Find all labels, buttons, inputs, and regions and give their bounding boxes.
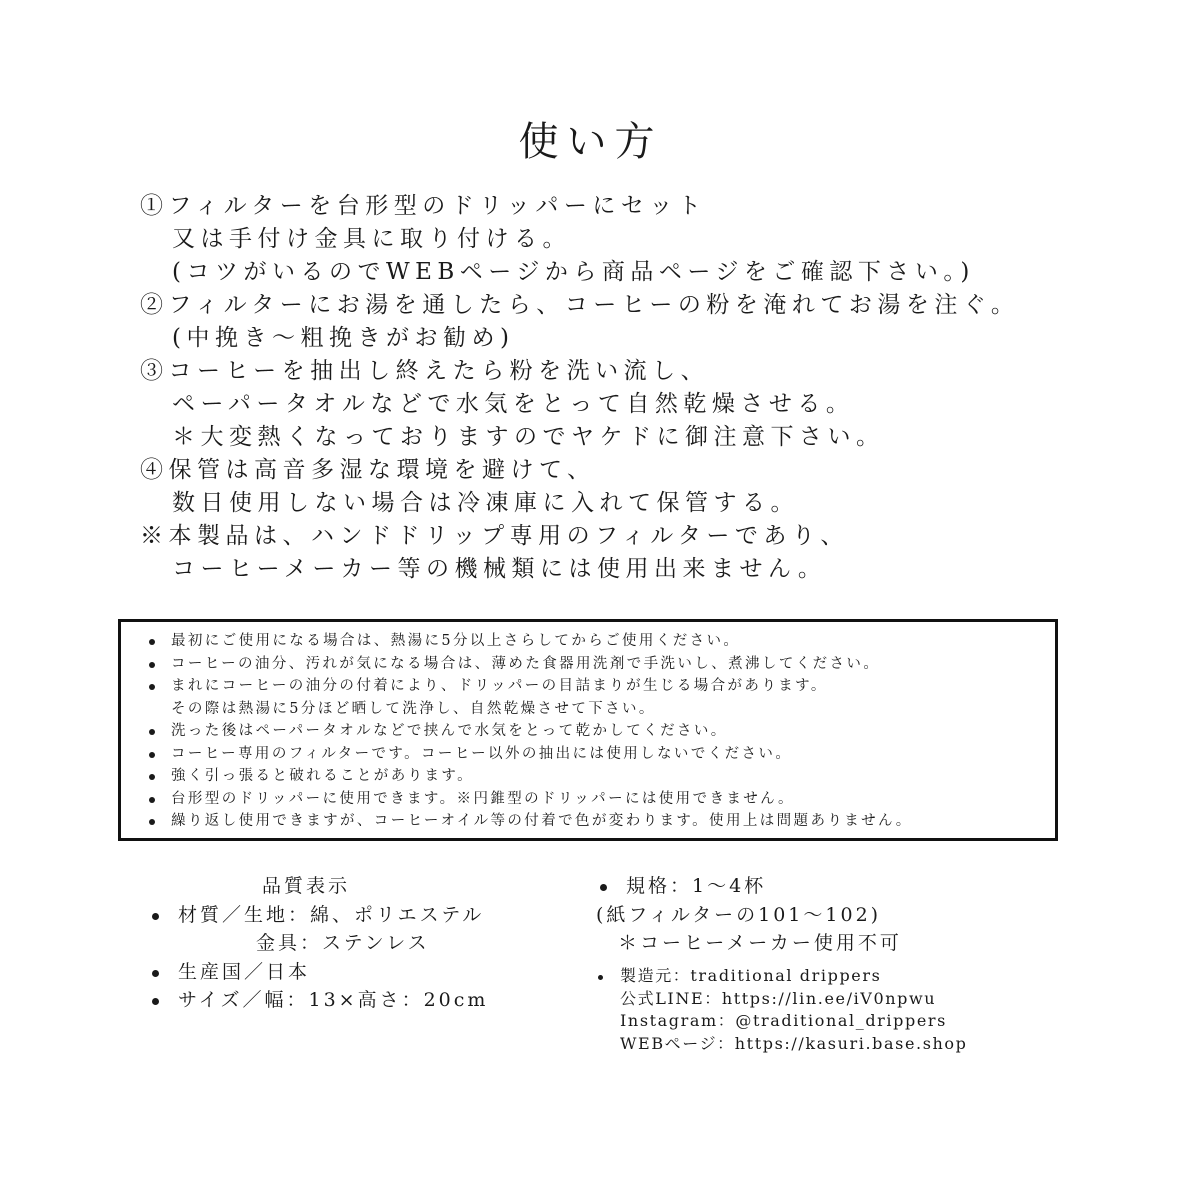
bullet-icon: [149, 684, 155, 690]
web-link[interactable]: WEBページ：https://kasuri.base.shop: [620, 1033, 968, 1053]
care-notes-box: [118, 619, 1058, 841]
bullet-icon: [149, 752, 155, 758]
usage-steps: [140, 190, 1140, 586]
line-link[interactable]: 公式LINE：https://lin.ee/iV0npwu: [620, 988, 937, 1008]
coffee-maker-note: ＊コーヒーメーカー使用不可: [618, 932, 902, 954]
maker-name: 製造元：traditional drippers: [596, 965, 1066, 988]
bullet-icon: [149, 774, 155, 780]
bullet-icon: [149, 729, 155, 735]
list-item-continuation: その際は熱湯に5分ほど晒して洗浄し、自然乾燥させて下さい。: [171, 700, 656, 717]
page-title: 使い方: [518, 119, 663, 165]
bullet-icon: [152, 998, 159, 1005]
bullet-icon: [149, 819, 155, 825]
origin-item: 生産国／日本: [148, 958, 588, 987]
list-item: 強く引っ張ると破れることがあります。: [147, 765, 1055, 788]
bullet-icon: [149, 662, 155, 668]
bullet-icon: [152, 970, 159, 977]
spec-section: [596, 872, 1066, 958]
list-item: 洗った後はペーパータオルなどで挟んで水気をとって乾かしてください。: [147, 720, 1055, 743]
maker-info-section: [596, 965, 1066, 1055]
list-item: 繰り返し使用できますが、コーヒーオイル等の付着で色が変わります。使用上は問題ありません。: [147, 810, 1055, 833]
list-item: まれにコーヒーの油分の付着により、ドリッパーの目詰まりが生じる場合があります。: [147, 675, 1055, 698]
bullet-icon: [600, 884, 607, 891]
list-item: 最初にご使用になる場合は、熱湯に5分以上さらしてからご使用ください。: [147, 630, 1055, 653]
step-4-line-1: ④保管は高音多湿な環境を避けて、: [140, 457, 596, 483]
caution-line-1: ※本製品は、ハンドドリップ専用のフィルターであり、: [140, 523, 849, 549]
list-item: 台形型のドリッパーに使用できます。※円錐型のドリッパーには使用できません。: [147, 788, 1055, 811]
step-1-line-3: (コツがいるのでWEBページから商品ページをご確認下さい。): [172, 259, 975, 285]
instagram-link[interactable]: Instagram：@traditional_drippers: [620, 1011, 947, 1030]
paper-filter-size: (紙フィルターの101〜102): [596, 903, 882, 926]
quality-label-section: [148, 872, 588, 1015]
step-2-line-2: (中挽き〜粗挽きがお勧め): [172, 325, 515, 351]
caution-line-2: コーヒーメーカー等の機械類には使用出来ません。: [172, 556, 827, 582]
list-item: コーヒーの油分、汚れが気になる場合は、薄めた食器用洗剤で手洗いし、煮沸してください。: [147, 653, 1055, 676]
bullet-icon: [149, 639, 155, 645]
metal-item: 金具：ステンレス: [256, 932, 430, 954]
bullet-icon: [152, 913, 159, 920]
material-item: 材質／生地：綿、ポリエステル: [148, 901, 588, 930]
step-1-line-1: ①フィルターを台形型のドリッパーにセット: [140, 193, 707, 219]
step-1-line-2: 又は手付け金具に取り付ける。: [172, 226, 571, 252]
bullet-icon: [149, 797, 155, 803]
size-item: サイズ／幅：13×高さ：20cm: [148, 986, 588, 1015]
list-item: コーヒー専用のフィルターです。コーヒー以外の抽出には使用しないでください。: [147, 743, 1055, 766]
capacity-item: 規格：1〜4杯: [596, 872, 1066, 901]
step-3-line-3: ＊大変熱くなっておりますのでヤケドに御注意下さい。: [172, 424, 885, 450]
step-3-line-1: ③コーヒーを抽出し終えたら粉を洗い流し、: [140, 358, 710, 384]
step-4-line-2: 数日使用しない場合は冷凍庫に入れて保管する。: [172, 490, 799, 516]
step-2-line-1: ②フィルターにお湯を通したら、コーヒーの粉を淹れてお湯を注ぐ。: [140, 292, 1020, 318]
quality-heading: 品質表示: [262, 875, 351, 897]
bullet-icon: [598, 975, 603, 980]
step-3-line-2: ペーパータオルなどで水気をとって自然乾燥させる。: [172, 391, 855, 417]
